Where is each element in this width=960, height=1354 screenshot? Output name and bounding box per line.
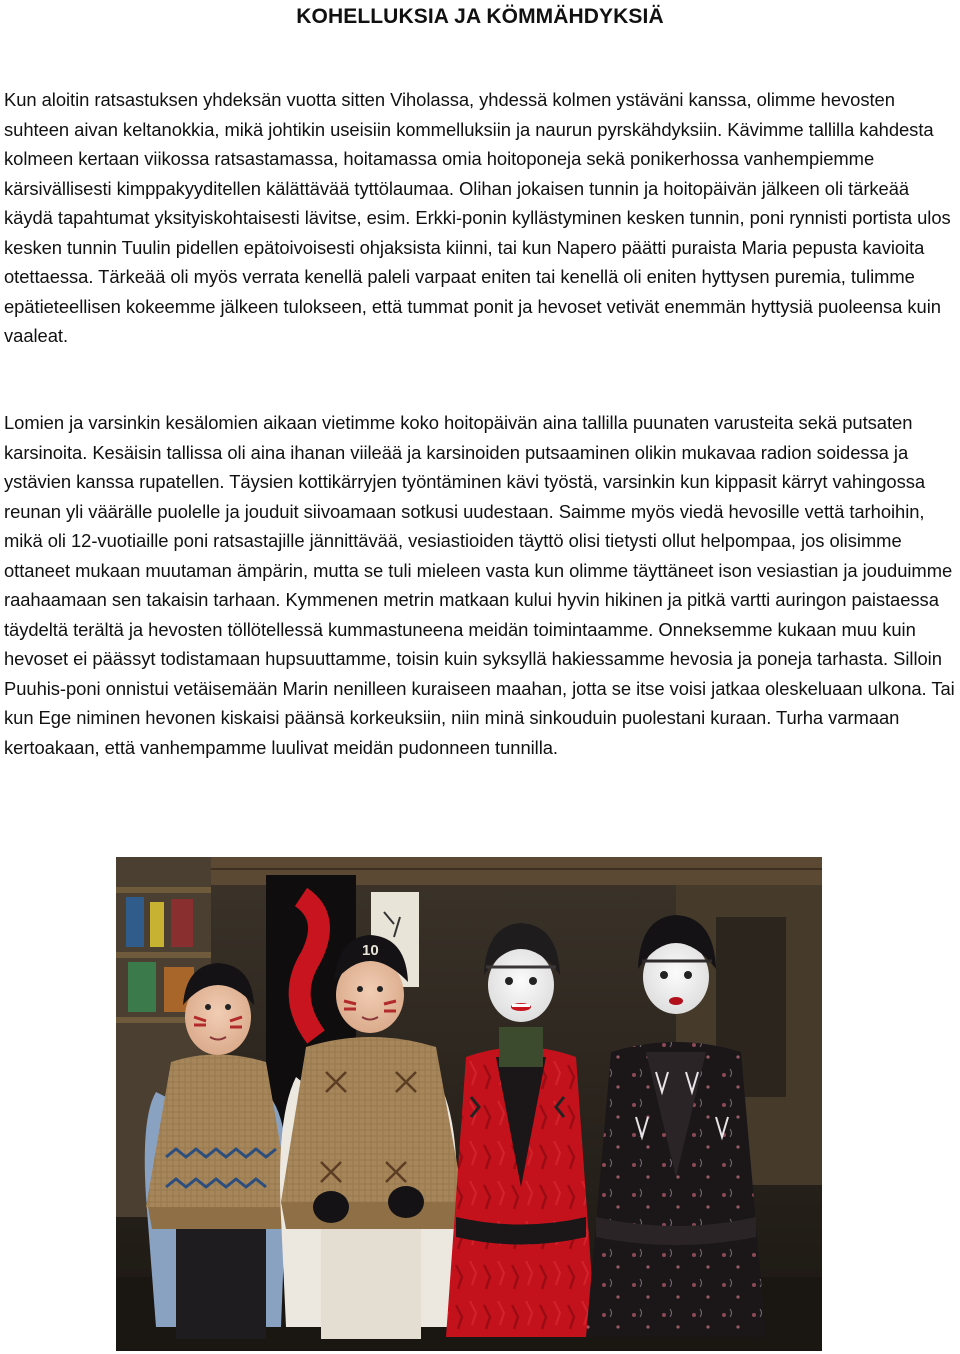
group-photo-illustration <box>116 857 822 1351</box>
paragraph-2: Lomien ja varsinkin kesälomien aikaan vietimme koko hoitopäivän aina tallilla puunaten varusteita sekä putsaten karsinoita. Kesäisin tallissa oli aina ihanan viileää ja karsinoiden putsaaminen olikin mukavaa radion soidessa ja ystävien kanssa rupatellen. Täysien kottikärryjen työntäminen kävi työstä, varsinkin kun kippasit kärryt vahingossa reunan yli väärälle puolelle ja jouduit siivoamaan sotkusi uudestaan. Saimme myös viedä hevosille vettä tarhoihin, mikä oli 12-vuotiaille poni ratsastajille jännittävää, vesiastioiden täyttö olisi tietysti ollut helpompaa, jos olisimme ottaneet mukaan muutaman ämpärin, mutta se tuli mieleen vasta kun olimme täyttäneet ison vesiastian ja jouduimme raahaamaan sen takaisin tarhaan. Kymmenen metrin matkaan kului hyvin hikinen ja pitkä vartti auringon paistaessa täydeltä terältä ja hevosten töllötellessä kummastuneena meidän toimintaamme. Onneksemme kukaan muu kuin hevoset ei päässyt todistamaan hupsuuttamme, toisin kuin syksyllä hakiessamme hevosia ja poneja tarhasta. Silloin Puuhis-poni onnistui vetäisemään Marin nenilleen kuraiseen maahan, jotta se itse voisi jatkaa oleskeluaan ulkona. Tai kun Ege niminen hevonen kiskaisi päänsä korkeuksiin, niin minä sinkouduin puolestani kuraan. Turha varmaan kertoakaan, että vanhempamme luulivat meidän pudonneen tunnilla. <box>4 412 955 758</box>
helmet-number: 10 <box>362 942 379 959</box>
page-title: KOHELLUKSIA JA KÖMMÄHDYKSIÄ <box>296 5 664 28</box>
paragraph-1: Kun aloitin ratsastuksen yhdeksän vuotta sitten Viholassa, yhdessä kolmen ystäväni kanssa, olimme hevosten suhteen aivan keltanokkia, mikä johtikin useisiin kommelluksiin ja naurun pyrskähdyksiin. Kävimme tallilla kahdesta kolmeen kertaan viikossa ratsastamassa, hoitamassa omia hoitoponeja sekä ponikerhossa vanhempiemme kärsivällisesti kimppakyyditellen kälättävää tyttölaumaa. Olihan jokaisen tunnin ja hoitopäivän jälkeen oli tärkeää käydä tapahtumat yksityiskohtaisesti lävitse, esim. Erkki-ponin kyllästyminen kesken tunnin, poni rynnisti portista ulos kesken tunnin Tuulin pidellen epätoivoisesti ohjaksista kiinni, tai kun Napero päätti puraista Maria pepusta kavioita otettaessa. Tärkeää oli myös verrata kenellä paleli varpaat eniten tai kenellä oli eniten hyttysen puremia, tulimme epätieteellisen kokeemme jälkeen tulokseen, että tummat ponit ja hevoset vetivät enemmän hyttysiä puoleensa kuin vaaleat. <box>4 89 951 346</box>
group-photo <box>116 857 822 1351</box>
